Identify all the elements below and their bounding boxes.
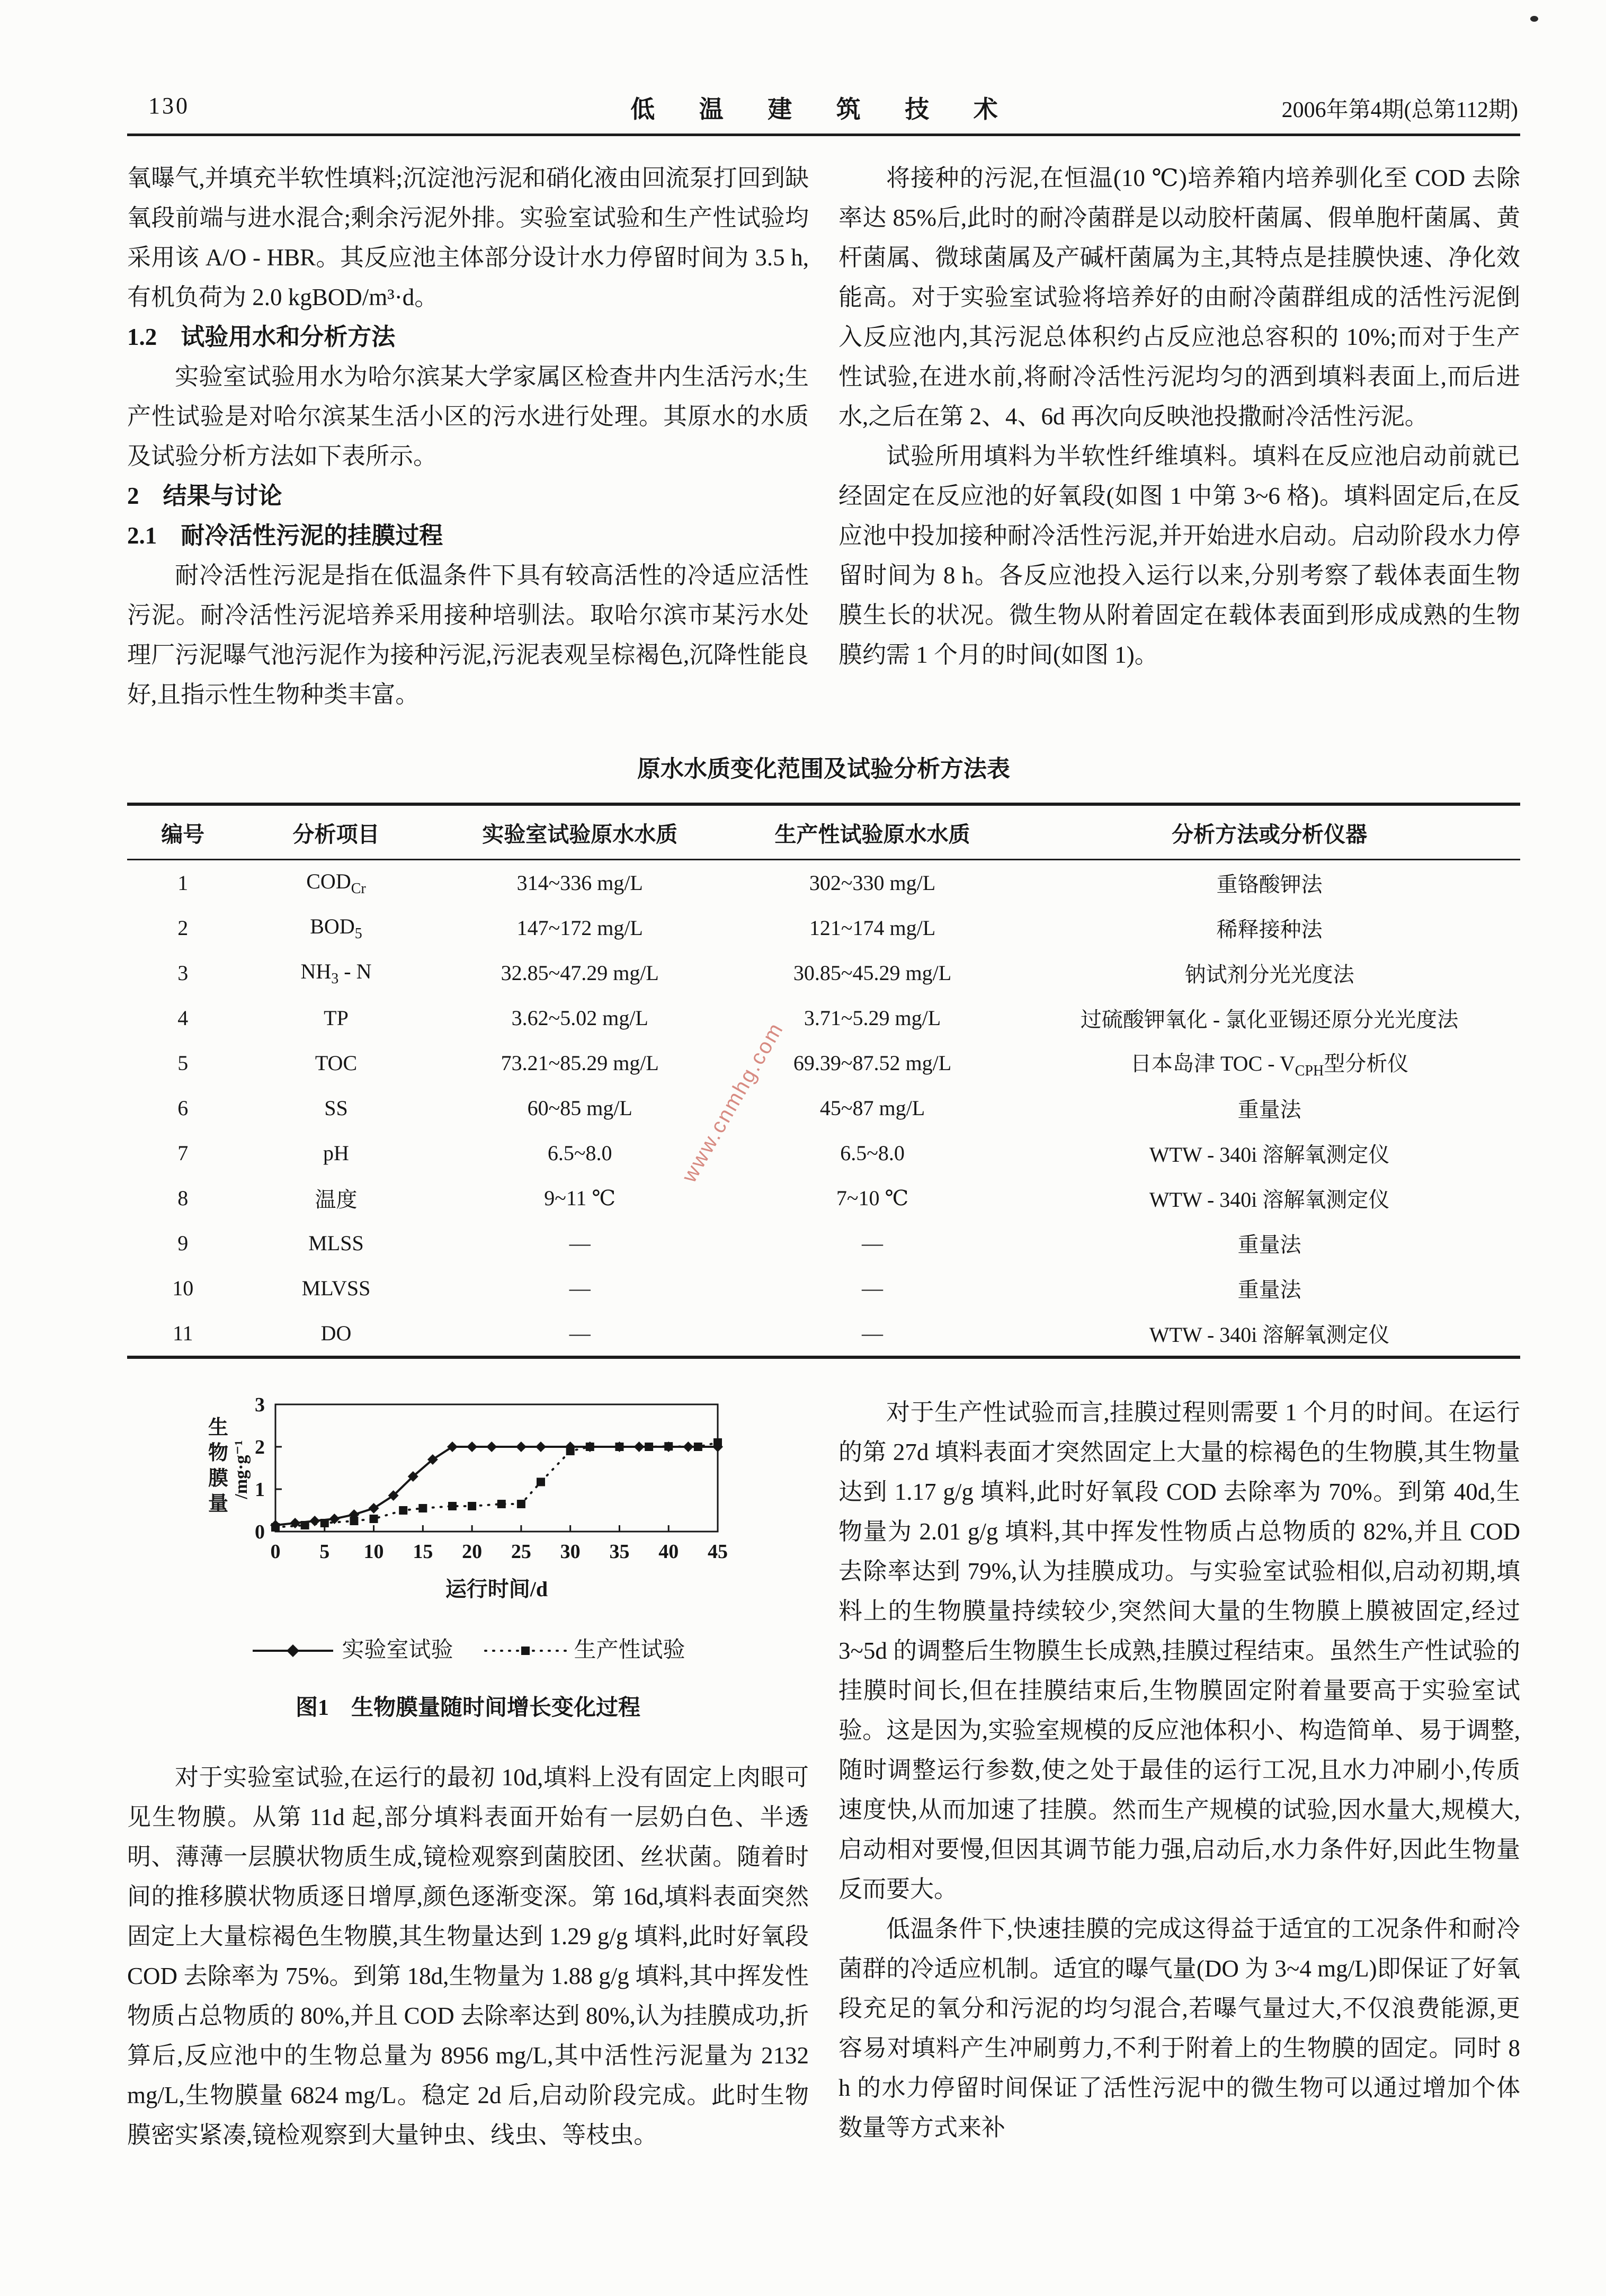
paragraph: 耐冷活性污泥是指在低温条件下具有较高活性的冷适应活性污泥。耐冷活性污泥培养采用接种培驯法。取哈尔滨市某污水处理厂污泥曝气池污泥作为接种污泥,污泥表观呈棕褐色,沉降性能良好,且指示性生物种类丰富。 xyxy=(127,562,809,708)
table-cell: — xyxy=(569,1321,591,1345)
table-cell: 302~330 mg/L xyxy=(809,871,936,895)
section-heading: 2 结果与讨论 xyxy=(127,483,282,509)
bottom-right-column xyxy=(838,1393,1520,2155)
svg-text:45: 45 xyxy=(708,1541,728,1563)
table-cell: DO xyxy=(320,1321,352,1345)
paragraph: 试验所用填料为半软性纤维填料。填料在反应池启动前就已经固定在反应池的好氧段(如图 1 中第 3~6 格)。填料固定后,在反应池中投加接种耐冷活性污泥,并开始进水启动。启动阶段水力停留时间为 8 h。各反应池投入运行以来,分别考察了载体表面生物膜生长的状况。微生物从附着固定在载体表面到形成成熟的生物膜约需 1 个月的时间(如图 1)。 xyxy=(838,443,1520,668)
table-row xyxy=(127,1221,1520,1266)
table-cell: 4 xyxy=(177,1006,189,1030)
table-header-row xyxy=(127,804,1520,860)
table-cell: 9~11 ℃ xyxy=(544,1186,616,1210)
scan-speck xyxy=(1530,16,1538,22)
figure-1 xyxy=(127,1393,809,1728)
watermark: www.cnmhg.com xyxy=(677,1018,788,1187)
bottom-text-section xyxy=(127,1393,1520,2155)
table-row xyxy=(127,860,1520,906)
table-cell: 重量法 xyxy=(1237,1233,1301,1257)
table-cell: 147~172 mg/L xyxy=(516,916,643,940)
table-cell: 6.5~8.0 xyxy=(547,1141,612,1165)
section-heading: 1.2 试验用水和分析方法 xyxy=(127,324,396,350)
chart-legend xyxy=(127,1631,809,1670)
table-cell: WTW - 340i 溶解氧测定仪 xyxy=(1149,1143,1390,1167)
table-cell: 6.5~8.0 xyxy=(840,1141,905,1165)
table-cell: — xyxy=(569,1231,591,1255)
section-heading: 2.1 耐冷活性污泥的挂膜过程 xyxy=(127,522,443,549)
table-cell: 73.21~85.29 mg/L xyxy=(501,1051,659,1075)
bottom-left-column xyxy=(127,1393,809,2155)
table-cell: 过硫酸钾氧化 - 氯化亚锡还原分光光度法 xyxy=(1080,1008,1459,1031)
table-cell: 重量法 xyxy=(1237,1278,1301,1302)
svg-text:膜: 膜 xyxy=(208,1467,229,1490)
table-cell: WTW - 340i 溶解氧测定仪 xyxy=(1149,1323,1390,1347)
table-cell: 稀释接种法 xyxy=(1216,918,1323,941)
svg-text:20: 20 xyxy=(462,1541,483,1563)
table-cell: 2 xyxy=(177,916,189,940)
top-left-column xyxy=(127,158,809,715)
table-cell: 钠试剂分光光度法 xyxy=(1184,963,1354,986)
table-cell: TOC xyxy=(315,1051,358,1075)
table-cell: — xyxy=(862,1231,884,1255)
table-cell: 温度 xyxy=(315,1188,358,1212)
water-quality-table xyxy=(127,803,1520,1359)
table-row xyxy=(127,1176,1520,1221)
table-cell: 重铬酸钾法 xyxy=(1216,873,1323,896)
paragraph: 实验室试验用水为哈尔滨某大学家属区检查井内生活污水;生产性试验是对哈尔滨某生活小区的污水进行处理。其原水的水质及试验分析方法如下表所示。 xyxy=(127,363,809,469)
table-header-cell: 分析项目 xyxy=(238,804,433,860)
table-cell: 3.62~5.02 mg/L xyxy=(511,1006,648,1030)
bottom-left-text xyxy=(127,1758,809,2155)
svg-text:30: 30 xyxy=(560,1541,581,1563)
table-title: 原水水质变化范围及试验分析方法表 xyxy=(637,756,1010,782)
svg-text:0: 0 xyxy=(255,1521,265,1543)
table-body xyxy=(127,860,1520,1358)
table-header-cell: 生产性试验原水水质 xyxy=(726,804,1019,860)
legend-item xyxy=(483,1631,685,1670)
legend-label: 实验室试验 xyxy=(342,1638,453,1662)
table-cell: — xyxy=(862,1276,884,1300)
svg-text:15: 15 xyxy=(413,1541,433,1563)
table-cell: 60~85 mg/L xyxy=(527,1096,632,1120)
svg-text:5: 5 xyxy=(319,1541,330,1563)
table-cell: 69.39~87.52 mg/L xyxy=(793,1051,952,1075)
svg-text:2: 2 xyxy=(255,1436,265,1458)
table-row xyxy=(127,1085,1520,1131)
paragraph: 将接种的污泥,在恒温(10 ℃)培养箱内培养驯化至 COD 去除率达 85%后,此时的耐冷菌群是以动胶杆菌属、假单胞杆菌属、黄杆菌属、微球菌属及产碱杆菌属为主,其特点是挂膜快速、净化效能高。对于实验室试验将培养好的由耐冷菌群组成的活性污泥倒入反应池内,其污泥总体积约占反应池总容积的 10%;而对于生产性试验,在进水前,将耐冷活性污泥均匀的洒到填料表面上,而后进水,之后在第 2、4、6d 再次向反映池投撒耐冷活性污泥。 xyxy=(838,165,1520,430)
table-cell: WTW - 340i 溶解氧测定仪 xyxy=(1149,1188,1390,1212)
table-cell: 7 xyxy=(177,1141,189,1165)
legend-label: 生产性试验 xyxy=(574,1638,685,1662)
svg-text:10: 10 xyxy=(363,1541,384,1563)
table-cell: — xyxy=(862,1321,884,1345)
table-row xyxy=(127,1131,1520,1176)
paragraph: 对于实验室试验,在运行的最初 10d,填料上没有固定上肉眼可见生物膜。从第 11d 起,部分填料表面开始有一层奶白色、半透明、薄薄一层膜状物质生成,镜检观察到菌胶团、丝状菌。随着时间的推移膜状物质逐日增厚,颜色逐渐变深。第 16d,填料表面突然固定上大量棕褐色生物膜,其生物量达到 1.29 g/g 填料,此时好氧段 COD 去除率为 75%。到第 18d,生物量为 1.88 g/g 填料,其中挥发性物质占总物质的 80%,并且 COD 去除率达到 80%,认为挂膜成功,折算后,反应池中的生物总量为 8956 mg/L,其中活性污泥量为 2132 mg/L,生物膜量 6824 mg/L。稳定 2d 后,启动阶段完成。此时生物膜密实紧凑,镜检观察到大量钟虫、线虫、等枝虫。 xyxy=(127,1764,809,2148)
table-row xyxy=(127,995,1520,1040)
svg-text:25: 25 xyxy=(511,1541,531,1563)
paragraph: 低温条件下,快速挂膜的完成这得益于适宜的工况条件和耐冷菌群的冷适应机制。适宜的曝气量(DO 为 3~4 mg/L)即保证了好氧段充足的氧分和污泥的均匀混合,若曝气量过大,不仅浪费能源,更容易对填料产生冲刷剪力,不利于附着上的生物膜的固定。同时 8 h 的水力停留时间保证了活性污泥中的微生物可以通过增加个体数量等方式来补 xyxy=(838,1916,1520,2141)
table-cell: 重量法 xyxy=(1237,1098,1301,1122)
table-cell: 6 xyxy=(177,1096,189,1120)
table-cell: pH xyxy=(323,1141,349,1165)
table-cell: 3 xyxy=(177,961,189,985)
svg-text:生: 生 xyxy=(208,1417,229,1439)
table-cell: $NH_3$ - N xyxy=(300,959,372,987)
page-content xyxy=(127,89,1520,2155)
table-cell: 314~336 mg/L xyxy=(516,871,643,895)
table-cell: $BOD_5$ xyxy=(310,914,362,942)
table-cell: MLVSS xyxy=(301,1276,371,1300)
table-cell: 3.71~5.29 mg/L xyxy=(804,1006,941,1030)
legend-marker-icon xyxy=(483,1640,568,1661)
table-cell: — xyxy=(569,1276,591,1300)
page-number: 130 xyxy=(148,93,190,119)
table-cell: 日本岛津 TOC - $V_{CPH}$型分析仪 xyxy=(1130,1051,1409,1079)
table-header-cell: 编号 xyxy=(127,804,238,860)
table-cell: 9 xyxy=(177,1231,189,1255)
paragraph: 对于生产性试验而言,挂膜过程则需要 1 个月的时间。在运行的第 27d 填料表面才突然固定上大量的棕褐色的生物膜,其生物量达到 1.17 g/g 填料,此时好氧段 COD 去除率为 70%。到第 40d,生物量为 2.01 g/g 填料,其中挥发性物质占总物质的 82%,并且 COD 去除率达到 79%,认为挂膜成功。与实验室试验相似,启动初期,填料上的生物膜量持续较少,突然间大量的生物膜上膜被固定,经过 3~5d 的调整后生物膜生长成熟,挂膜过程结束。虽然生产性试验的挂膜时间长,但在挂膜结束后,生物膜固定附着量要高于实验室试验。这是因为,实验室规模的反应池体积小、构造简单、易于调整,随时调整运行参数,使之处于最佳的运行工况,且水力冲刷小,传质速度快,从而加速了挂膜。然而生产规模的试验,因水量大,规模大,启动相对要慢,但因其调节能力强,启动后,水力条件好,因此生物量反而要大。 xyxy=(838,1399,1520,1902)
table-cell: SS xyxy=(324,1096,348,1120)
svg-text:运行时间/d: 运行时间/d xyxy=(445,1577,548,1601)
table-cell: TP xyxy=(324,1006,349,1030)
issue-info: 2006年第4期(总第112期) xyxy=(1281,98,1518,122)
table-cell: 30.85~45.29 mg/L xyxy=(793,961,952,985)
svg-text:量: 量 xyxy=(208,1493,229,1515)
table-cell: 8 xyxy=(177,1186,189,1210)
table-cell: 7~10 ℃ xyxy=(836,1186,909,1210)
svg-text:0: 0 xyxy=(270,1541,281,1563)
table-cell: 121~174 mg/L xyxy=(809,916,936,940)
table-cell: $COD_{Cr}$ xyxy=(306,869,366,897)
table-cell: MLSS xyxy=(308,1231,364,1255)
svg-text:40: 40 xyxy=(658,1541,679,1563)
svg-text:物: 物 xyxy=(208,1442,229,1464)
biofilm-growth-chart xyxy=(196,1393,736,1615)
chart-wrap xyxy=(196,1393,809,1627)
top-right-column xyxy=(838,158,1520,715)
svg-text:/mg·g⁻¹: /mg·g⁻¹ xyxy=(231,1440,251,1499)
header-rule xyxy=(127,134,1520,136)
table-section xyxy=(127,750,1520,1359)
table-cell: 32.85~47.29 mg/L xyxy=(501,961,659,985)
table-row xyxy=(127,1266,1520,1311)
table-cell: 10 xyxy=(172,1276,194,1300)
svg-text:35: 35 xyxy=(609,1541,630,1563)
legend-item xyxy=(251,1631,453,1670)
table-cell: 11 xyxy=(172,1321,193,1345)
table-header-cell: 实验室试验原水水质 xyxy=(434,804,726,860)
svg-text:3: 3 xyxy=(255,1394,265,1416)
table-header-cell: 分析方法或分析仪器 xyxy=(1019,804,1520,860)
page-header xyxy=(127,89,1520,127)
legend-marker-icon xyxy=(251,1640,335,1661)
paragraph: 氧曝气,并填充半软性填料;沉淀池污泥和硝化液由回流泵打回到缺氧段前端与进水混合;剩余污泥外排。实验室试验和生产性试验均采用该 A/O - HBR。其反应池主体部分设计水力停留时间为 3.5 h,有机负荷为 2.0 kgBOD/m³·d。 xyxy=(127,165,809,310)
table-row xyxy=(127,950,1520,995)
table-row xyxy=(127,1311,1520,1357)
table-row xyxy=(127,1040,1520,1085)
figure-caption: 图1 生物膜量随时间增长变化过程 xyxy=(295,1696,640,1720)
top-text-section xyxy=(127,158,1520,715)
table-cell: 45~87 mg/L xyxy=(819,1096,925,1120)
table-row xyxy=(127,905,1520,950)
journal-title: 低 温 建 筑 技 术 xyxy=(630,96,1017,123)
svg-text:1: 1 xyxy=(255,1479,265,1501)
table-cell: 5 xyxy=(177,1051,189,1075)
table-cell: 1 xyxy=(177,871,189,895)
